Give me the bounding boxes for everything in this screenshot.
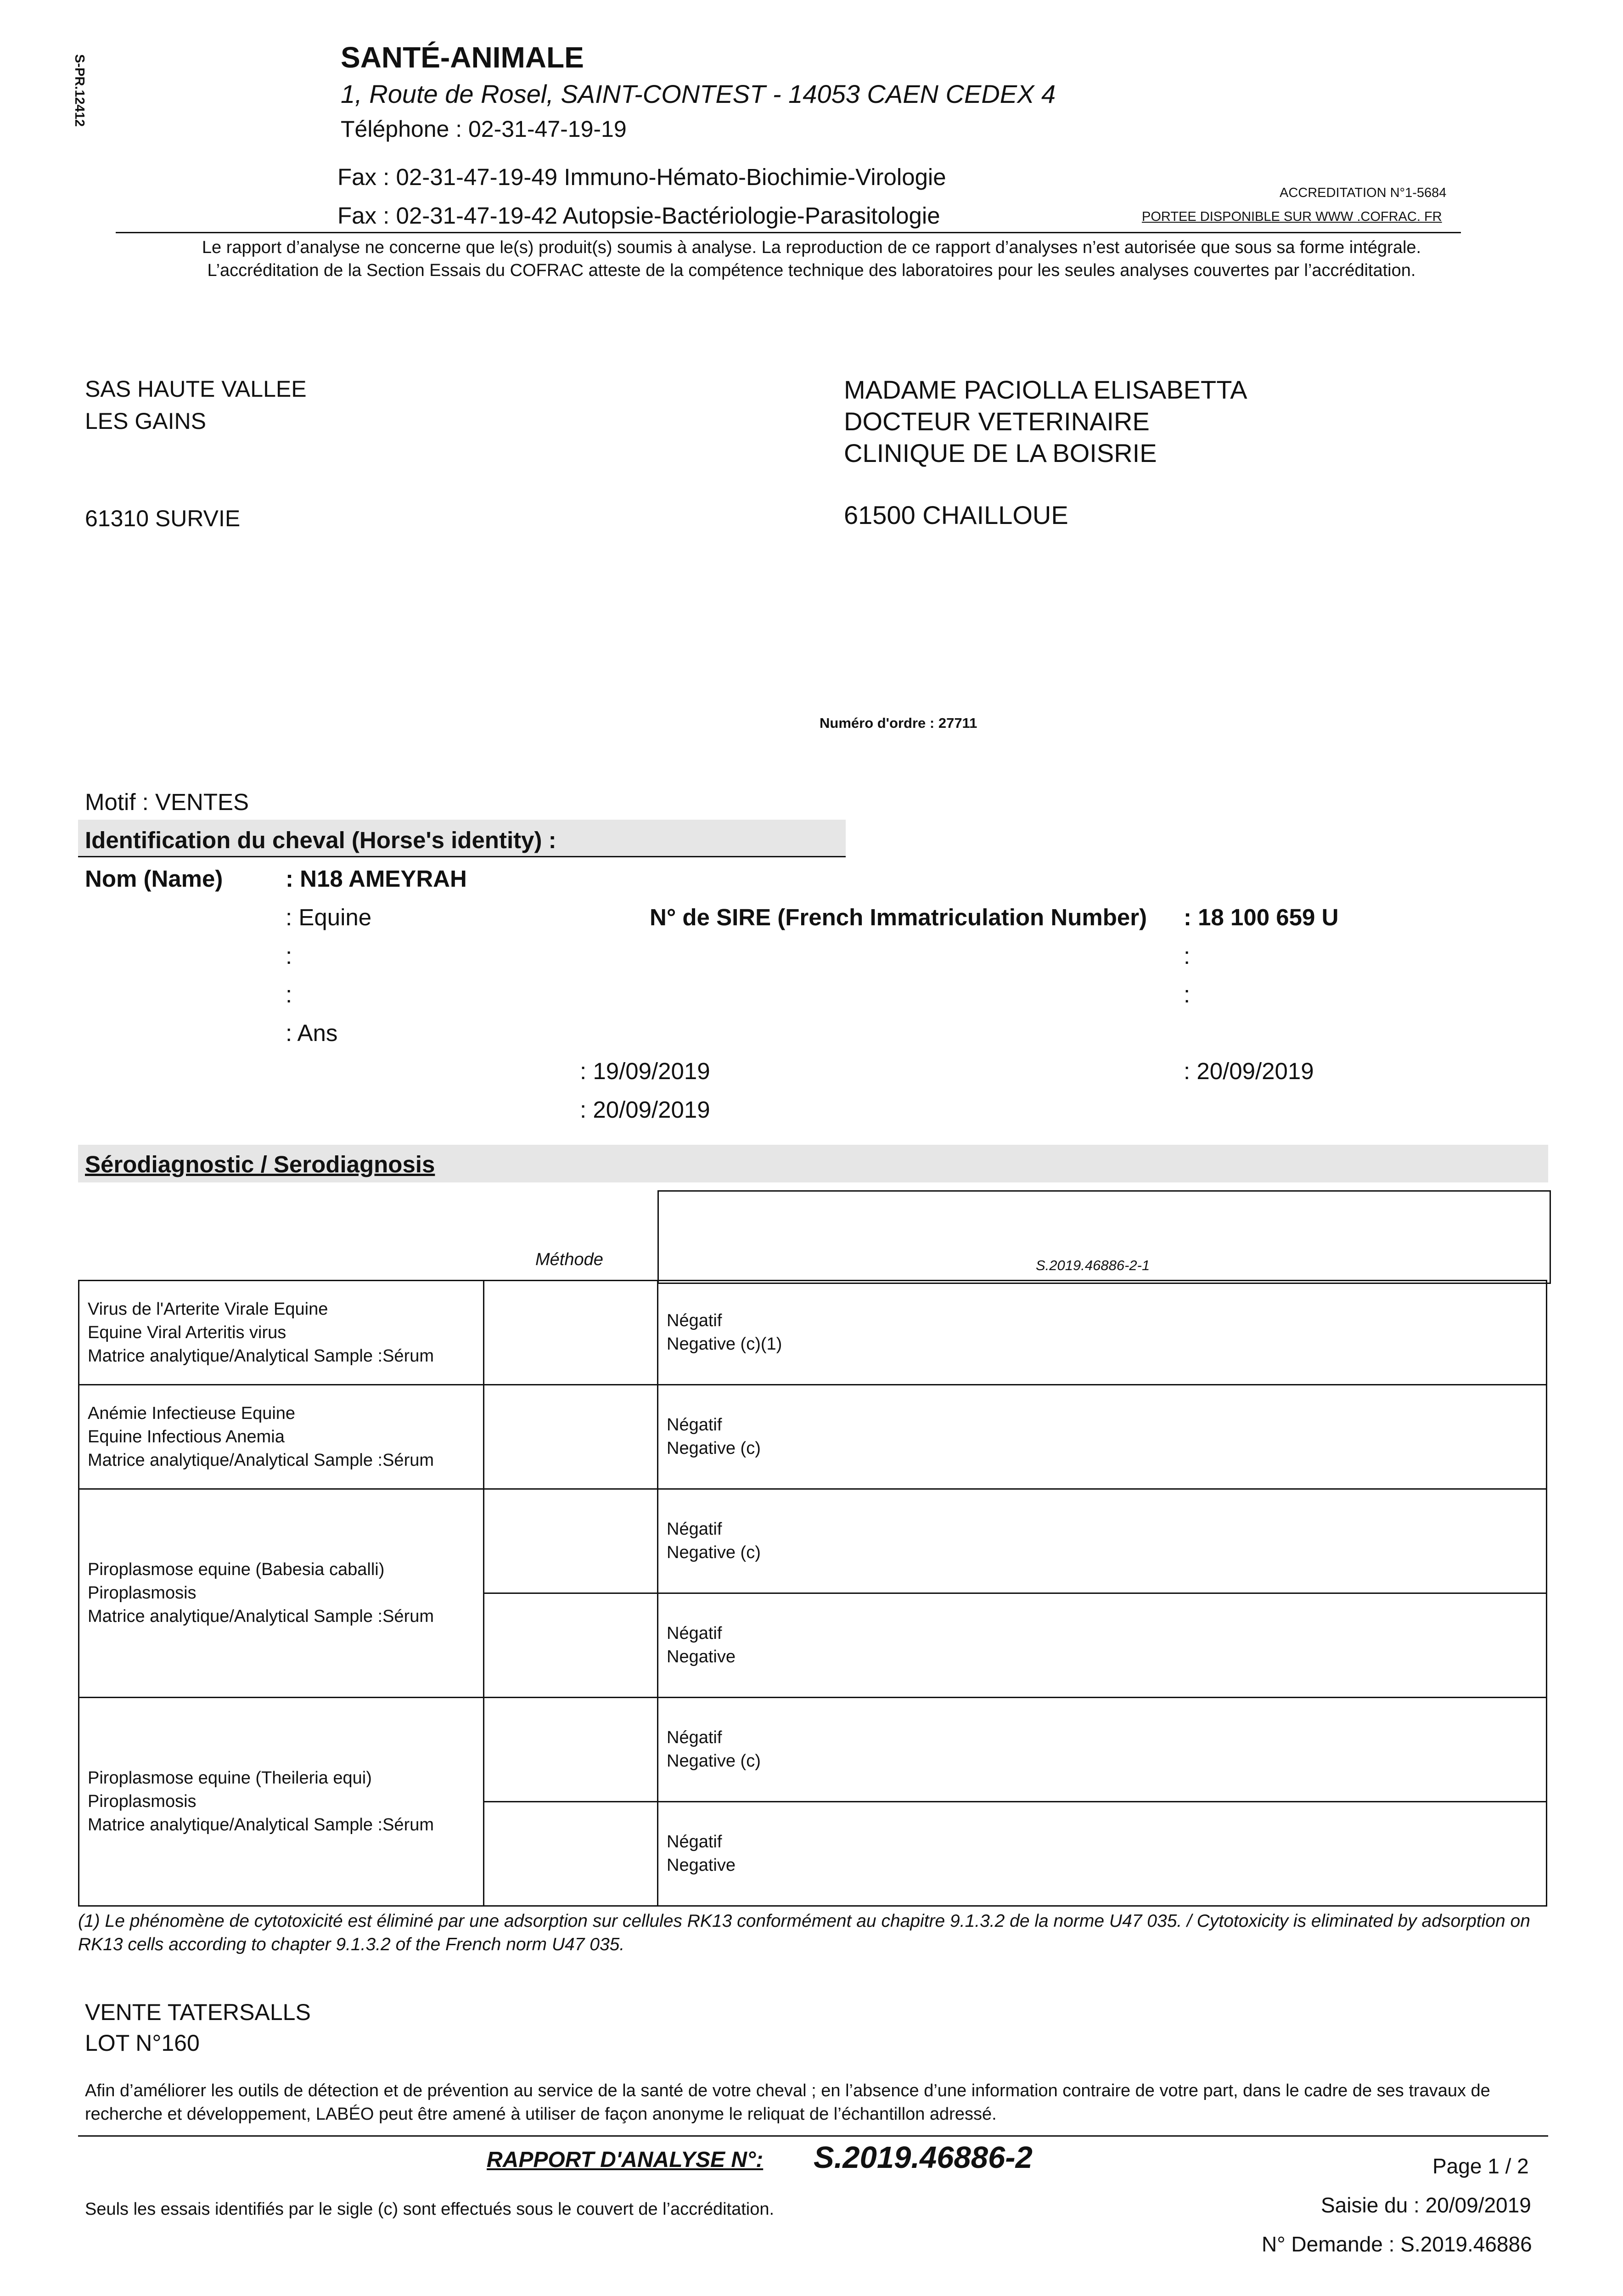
sale-lot: LOT N°160 [85, 2030, 200, 2056]
result-fr: Négatif [667, 1624, 722, 1643]
owner-city: 61310 SURVIE [85, 506, 241, 531]
lab-fax-autopsie: Fax : 02-31-47-19-42 Autopsie-Bactériologie-Parasitologie [337, 203, 940, 229]
order-number: Numéro d'ordre : 27711 [820, 715, 977, 731]
result-en: Negative [667, 1647, 736, 1666]
result-fr: Négatif [667, 1728, 722, 1747]
result-fr: Négatif [667, 1415, 722, 1435]
side-document-code: S-PR.12412 [72, 54, 87, 127]
table-row [79, 1489, 1547, 1593]
method-cell [484, 1385, 658, 1489]
horse-age: : Ans [286, 1020, 338, 1046]
page-indicator: Page 1 / 2 [1432, 2154, 1529, 2178]
research-note: Afin d’améliorer les outils de détection et de prévention au service de la santé de votre cheval ; en l’absence d’une information contraire de votre part, dans le cadre de ses travaux de recherche et développement, LABÉO peut être amené à utiliser de façon anonyme le reliquat de l’échantillon adressé. [85, 2081, 1490, 2124]
accreditation-note: Seuls les essais identifiés par le sigle (c) sont effectués sous le couvert de l’accréditation. [85, 2200, 775, 2219]
analysis-line: Piroplasmosis [88, 1583, 197, 1603]
analysis-line: Matrice analytique/Analytical Sample :Sérum [88, 1815, 434, 1835]
horse-name-value: : N18 AMEYRAH [286, 866, 467, 892]
sale-name: VENTE TATERSALLS [85, 1999, 311, 2025]
result-en: Negative (c) [667, 1439, 761, 1458]
analysis-line: Matrice analytique/Analytical Sample :Sérum [88, 1346, 434, 1366]
horse-name-label: Nom (Name) [85, 866, 223, 892]
cofrac-link[interactable]: PORTEE DISPONIBLE SUR WWW .COFRAC. FR [1142, 209, 1442, 224]
analysis-cell [79, 1385, 484, 1489]
analysis-line: Matrice analytique/Analytical Sample :Sérum [88, 1607, 434, 1626]
date-field-2: : 20/09/2019 [1184, 1058, 1314, 1084]
serodiagnostic-heading: Sérodiagnostic / Serodiagnosis [85, 1151, 435, 1177]
result-cell [658, 1385, 1547, 1489]
result-cell [658, 1802, 1547, 1906]
result-fr: Négatif [667, 1311, 722, 1330]
analysis-line: Piroplasmose equine (Theileria equi) [88, 1768, 372, 1788]
analysis-line: Anémie Infectieuse Equine [88, 1403, 296, 1423]
request-number: N° Demande : S.2019.46886 [1262, 2232, 1532, 2256]
result-fr: Négatif [667, 1519, 722, 1539]
owner-street: LES GAINS [85, 408, 206, 434]
result-cell [658, 1281, 1547, 1385]
lab-name: SANTÉ-ANIMALE [341, 41, 584, 74]
empty-field-colon: : [286, 943, 292, 969]
method-cell [484, 1802, 658, 1906]
method-cell [484, 1593, 658, 1698]
analysis-line: Matrice analytique/Analytical Sample :Sérum [88, 1450, 434, 1470]
accreditation-number: ACCREDITATION N°1-5684 [1280, 186, 1447, 200]
identification-underline [78, 856, 846, 857]
analysis-line: Equine Viral Arteritis virus [88, 1322, 286, 1342]
vet-city: 61500 CHAILLOUE [844, 501, 1068, 529]
cytotoxicity-footnote: (1) Le phénomène de cytotoxicité est éliminé par une adsorption sur cellules RK13 conformément au chapitre 9.1.3.2 de la norme U47 035. / Cytotoxicity is eliminated by adsorption on RK13 cells according to chapter 9.1.3.2 of the French norm U47 035. [78, 1911, 1530, 1954]
vet-clinic: CLINIQUE DE LA BOISRIE [844, 439, 1157, 467]
sample-id-header: S.2019.46886-2-1 [1036, 1257, 1150, 1273]
owner-name: SAS HAUTE VALLEE [85, 376, 307, 402]
report-label: RAPPORT D'ANALYSE N°: [487, 2148, 764, 2172]
analysis-cell [79, 1281, 484, 1385]
analysis-line: Piroplasmose equine (Babesia caballi) [88, 1560, 385, 1579]
header-divider [116, 232, 1461, 233]
empty-field-colon: : [1184, 943, 1191, 969]
horse-species: : Equine [286, 904, 372, 930]
method-header: Méthode [535, 1250, 603, 1269]
result-fr: Négatif [667, 1832, 722, 1851]
table-row [79, 1385, 1547, 1489]
analysis-cell [79, 1698, 484, 1906]
identification-heading: Identification du cheval (Horse's identity) : [85, 827, 556, 853]
analysis-line: Equine Infectious Anemia [88, 1427, 285, 1446]
method-cell [484, 1489, 658, 1593]
analysis-cell [79, 1489, 484, 1698]
analysis-line: Virus de l'Arterite Virale Equine [88, 1299, 328, 1319]
sire-label: N° de SIRE (French Immatriculation Number) [650, 904, 1147, 930]
footer-divider [78, 2135, 1548, 2137]
lab-fax-immuno: Fax : 02-31-47-19-49 Immuno-Hémato-Biochimie-Virologie [337, 164, 946, 190]
results-table [78, 1280, 1547, 1907]
method-cell [484, 1281, 658, 1385]
vet-name: MADAME PACIOLLA ELISABETTA [844, 375, 1247, 404]
lab-phone: Téléphone : 02-31-47-19-19 [341, 116, 627, 142]
entry-date: Saisie du : 20/09/2019 [1321, 2193, 1531, 2217]
method-cell [484, 1698, 658, 1802]
disclaimer-line-1: Le rapport d’analyse ne concerne que le(s) produit(s) soumis à analyse. La reproduction de ce rapport d’analyses n’est autorisée que sous sa forme intégrale. [202, 238, 1421, 257]
disclaimer-line-2: L’accréditation de la Section Essais du COFRAC atteste de la compétence technique des laboratoires pour les seules analyses couvertes par l’accréditation. [207, 261, 1416, 280]
motif: Motif : VENTES [85, 789, 249, 815]
table-row [79, 1698, 1547, 1802]
result-en: Negative (c)(1) [667, 1334, 782, 1354]
result-cell [658, 1698, 1547, 1802]
date-field-1: : 19/09/2019 [580, 1058, 710, 1084]
empty-field-colon: : [1184, 981, 1191, 1007]
result-en: Negative (c) [667, 1751, 761, 1771]
date-field-3: : 20/09/2019 [580, 1097, 710, 1123]
sire-value: : 18 100 659 U [1184, 904, 1339, 930]
result-cell [658, 1489, 1547, 1593]
vet-title: DOCTEUR VETERINAIRE [844, 407, 1150, 436]
table-row [79, 1281, 1547, 1385]
result-cell [658, 1593, 1547, 1698]
lab-address: 1, Route de Rosel, SAINT-CONTEST - 14053 CAEN CEDEX 4 [341, 79, 1056, 108]
empty-field-colon: : [286, 981, 292, 1007]
analysis-line: Piroplasmosis [88, 1792, 197, 1811]
result-en: Negative (c) [667, 1543, 761, 1562]
report-number: S.2019.46886-2 [814, 2140, 1033, 2175]
result-en: Negative [667, 1856, 736, 1875]
